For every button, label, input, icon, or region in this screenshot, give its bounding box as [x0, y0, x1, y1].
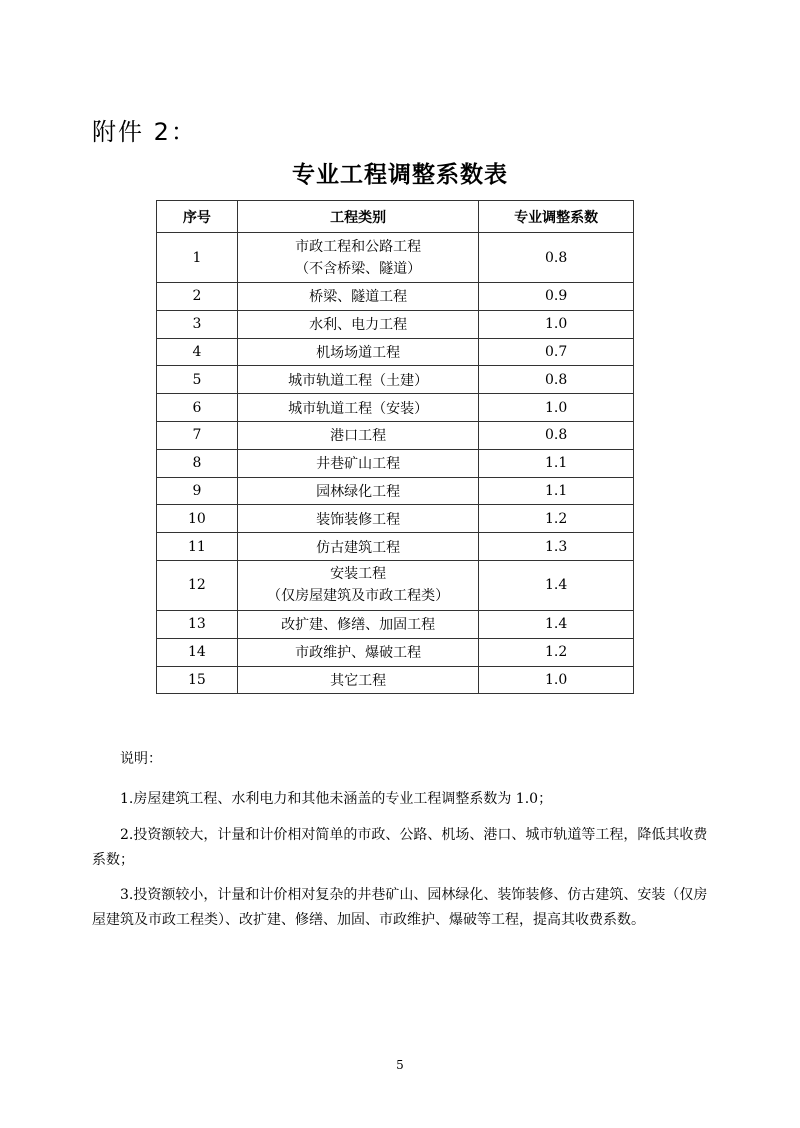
category-line: 井巷矿山工程	[316, 456, 401, 473]
row-category	[237, 477, 478, 505]
row-number: 7	[157, 421, 238, 449]
row-coefficient: 0.9	[479, 283, 634, 311]
table-row	[157, 533, 634, 561]
attachment-label: 附件 2：	[92, 118, 197, 146]
row-number: 12	[157, 560, 238, 610]
row-category	[237, 560, 478, 610]
row-coefficient: 1.2	[479, 638, 634, 666]
row-coefficient: 1.1	[479, 477, 634, 505]
table-row	[157, 666, 634, 694]
table-row	[157, 233, 634, 283]
category-line: （不含桥梁、隧道）	[295, 260, 422, 277]
category-line: 装饰装修工程	[316, 511, 401, 528]
table-row	[157, 610, 634, 638]
row-number: 3	[157, 310, 238, 338]
row-number: 14	[157, 638, 238, 666]
row-coefficient: 0.8	[479, 366, 634, 394]
header-coefficient: 专业调整系数	[479, 201, 634, 233]
row-coefficient: 0.8	[479, 421, 634, 449]
category-line: 市政工程和公路工程	[295, 238, 422, 255]
row-number: 8	[157, 449, 238, 477]
category-line: 城市轨道工程（安装）	[288, 400, 429, 417]
row-number: 10	[157, 505, 238, 533]
table-row	[157, 560, 634, 610]
table-row	[157, 449, 634, 477]
row-coefficient: 1.0	[479, 310, 634, 338]
category-line: 改扩建、修缮、加固工程	[281, 617, 436, 634]
row-category	[237, 310, 478, 338]
category-line: 机场场道工程	[316, 344, 401, 361]
table-title: 专业工程调整系数表	[292, 162, 508, 188]
category-line: 市政维护、爆破工程	[295, 645, 422, 662]
table-row	[157, 477, 634, 505]
row-coefficient: 0.7	[479, 338, 634, 366]
row-category	[237, 233, 478, 283]
header-no: 序号	[157, 201, 238, 233]
category-line: 水利、电力工程	[309, 317, 408, 334]
note-item-3: 3.投资额较小，计量和计价相对复杂的井巷矿山、园林绿化、装饰装修、仿古建筑、安装（仅房屋建筑及市政工程类）、改扩建、修缮、加固、市政维护、爆破等工程，提高其收费系数。	[92, 887, 708, 928]
table-body	[157, 233, 634, 694]
category-line: 其它工程	[330, 672, 387, 689]
row-category	[237, 666, 478, 694]
row-number: 9	[157, 477, 238, 505]
row-category	[237, 638, 478, 666]
table-row	[157, 421, 634, 449]
row-category	[237, 283, 478, 311]
category-line: 仿古建筑工程	[316, 539, 401, 556]
row-category	[237, 366, 478, 394]
row-coefficient: 1.0	[479, 394, 634, 422]
table-row	[157, 394, 634, 422]
row-number: 2	[157, 283, 238, 311]
row-number: 4	[157, 338, 238, 366]
row-number: 5	[157, 366, 238, 394]
category-line: 城市轨道工程（土建）	[288, 372, 429, 389]
row-number: 15	[157, 666, 238, 694]
table-header-row	[157, 201, 634, 233]
row-category	[237, 533, 478, 561]
row-coefficient: 1.2	[479, 505, 634, 533]
category-line: （仅房屋建筑及市政工程类）	[267, 588, 450, 605]
page-number: 5	[396, 1058, 404, 1072]
row-number: 13	[157, 610, 238, 638]
category-line: 桥梁、隧道工程	[309, 289, 408, 306]
coefficient-table	[156, 200, 634, 694]
note-item-1: 1.房屋建筑工程、水利电力和其他未涵盖的专业工程调整系数为 1.0；	[120, 791, 553, 807]
category-line: 安装工程	[330, 566, 387, 583]
note-item-2: 2.投资额较大，计量和计价相对简单的市政、公路、机场、港口、城市轨道等工程，降低其收费系数；	[92, 827, 708, 868]
row-category	[237, 394, 478, 422]
row-number: 11	[157, 533, 238, 561]
row-category	[237, 421, 478, 449]
row-coefficient: 1.4	[479, 610, 634, 638]
row-coefficient: 1.1	[479, 449, 634, 477]
row-category	[237, 449, 478, 477]
row-coefficient: 1.0	[479, 666, 634, 694]
row-number: 6	[157, 394, 238, 422]
table-row	[157, 638, 634, 666]
row-number: 1	[157, 233, 238, 283]
table-row	[157, 310, 634, 338]
row-category	[237, 338, 478, 366]
category-line: 港口工程	[330, 428, 387, 445]
table-row	[157, 338, 634, 366]
notes-heading: 说明：	[120, 751, 162, 767]
table-row	[157, 366, 634, 394]
table-row	[157, 283, 634, 311]
row-coefficient: 1.4	[479, 560, 634, 610]
row-category	[237, 610, 478, 638]
category-line: 园林绿化工程	[316, 483, 401, 500]
header-category: 工程类别	[237, 201, 478, 233]
row-coefficient: 1.3	[479, 533, 634, 561]
row-coefficient: 0.8	[479, 233, 634, 283]
table-row	[157, 505, 634, 533]
row-category	[237, 505, 478, 533]
